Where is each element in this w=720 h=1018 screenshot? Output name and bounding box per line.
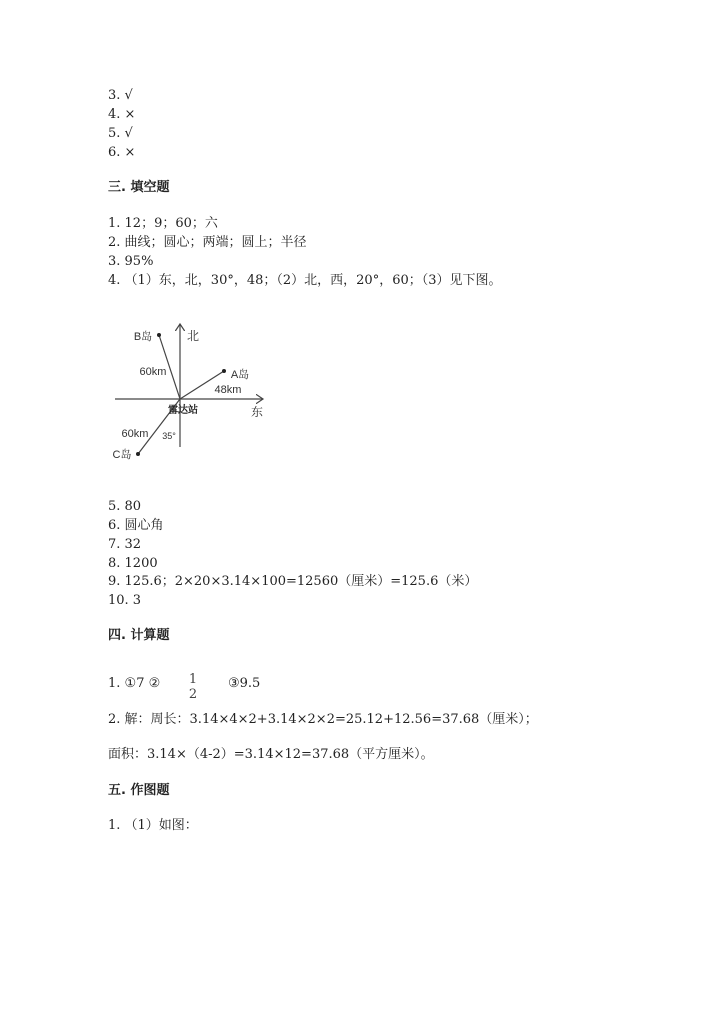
point-a: [222, 369, 226, 373]
answer-line: 3. 95%: [108, 254, 154, 269]
answer-line: 4. ×: [108, 107, 136, 122]
label-north: 北: [186, 329, 200, 343]
section-heading: 三. 填空题: [108, 180, 170, 195]
answer-line: 1. ①7 ②: [108, 676, 161, 691]
label-c-dist: 60km: [121, 428, 149, 440]
point-b: [157, 333, 161, 337]
answer-line: 6. 圆心角: [108, 518, 164, 533]
label-angle: 35°: [162, 431, 176, 441]
label-center: 雷达站: [168, 405, 198, 416]
answer-line: 6. ×: [108, 145, 136, 160]
answer-line: 5. 80: [108, 499, 142, 514]
fraction-denominator: 2: [188, 687, 198, 702]
answer-line: 9. 125.6；2×20×3.14×100=12560（厘米）=125.6（米）: [108, 574, 478, 589]
answer-line: 7. 32: [108, 537, 142, 552]
answer-line: 8. 1200: [108, 556, 158, 571]
fraction: [186, 672, 200, 702]
fraction-numerator: 1: [188, 672, 198, 687]
section-heading: 五. 作图题: [108, 783, 170, 798]
answer-line: 5. √: [108, 126, 133, 141]
answer-line: ③9.5: [228, 676, 261, 691]
answer-line: 4. （1）东，北，30°，48；（2）北，西，20°，60；（3）见下图。: [108, 273, 502, 288]
answer-line: 3. √: [108, 88, 133, 103]
answer-line: 1. （1）如图：: [108, 818, 198, 833]
answer-line: 2. 曲线；圆心；两端；圆上；半径: [108, 235, 307, 250]
label-b: B岛: [133, 331, 153, 343]
label-a-dist: 48km: [214, 384, 242, 396]
label-east: 东: [250, 405, 264, 419]
label-c: C岛: [112, 449, 132, 461]
section-heading: 四. 计算题: [108, 628, 170, 643]
label-b-dist: 60km: [139, 366, 167, 378]
answer-line: 1. 12；9；60；六: [108, 216, 218, 231]
label-a: A岛: [230, 369, 250, 381]
answer-line: 面积：3.14×（4-2）=3.14×12=37.68（平方厘米）。: [108, 747, 434, 762]
point-c: [136, 452, 140, 456]
answer-line: 2. 解：周长：3.14×4×2+3.14×2×2=25.12+12.56=37.68（厘米）；: [108, 712, 538, 727]
answer-line: 10. 3: [108, 593, 142, 608]
